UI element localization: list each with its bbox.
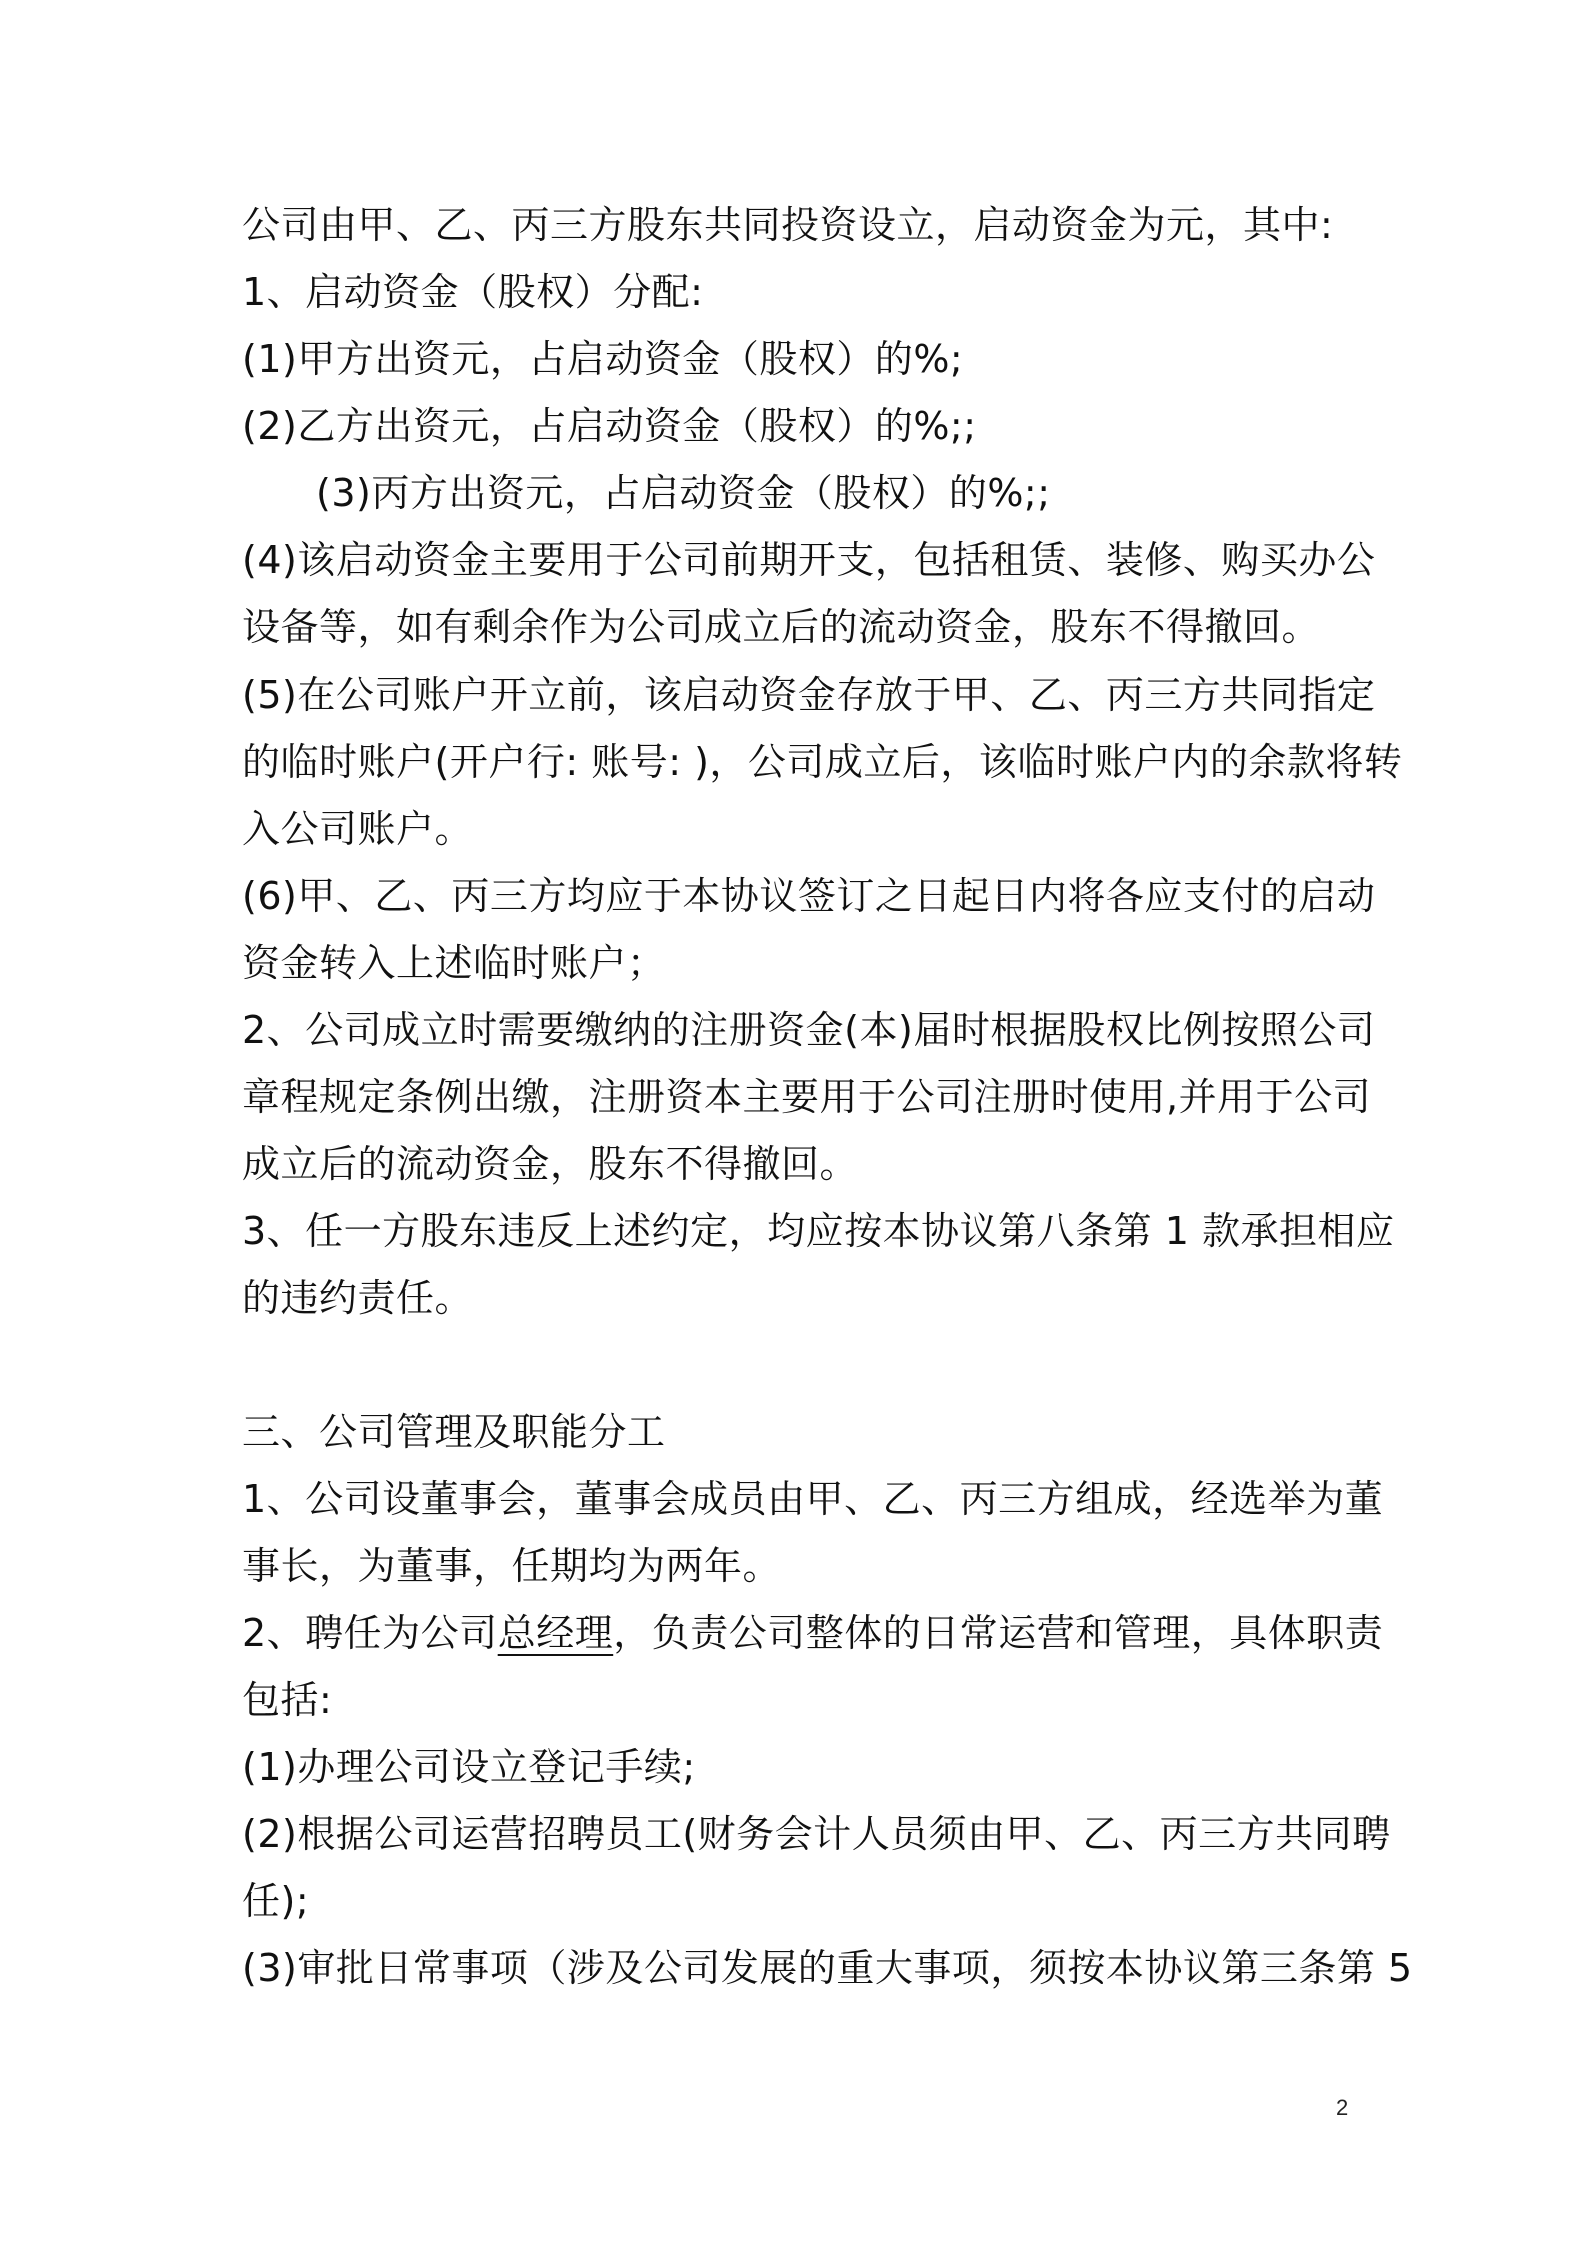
text-line: 1、公司设董事会，董事会成员由甲、乙、丙三方组成，经选举为董 <box>242 1477 1384 1521</box>
text-line: 包括: <box>242 1678 333 1722</box>
text-line: (3)丙方出资元，占启动资金（股权）的%;; <box>316 471 1051 515</box>
text-line: (3)审批日常事项（涉及公司发展的重大事项，须按本协议第三条第 5 <box>242 1946 1413 1990</box>
text-fragment: 2、聘任为公司 <box>242 1611 498 1655</box>
text-line: 的违约责任。 <box>242 1276 474 1320</box>
text-line: (2)乙方出资元，占启动资金（股权）的%;; <box>242 404 977 448</box>
text-line: 的临时账户(开户行: 账号: )，公司成立后，该临时账户内的余款将转 <box>242 740 1403 784</box>
text-line: (4)该启动资金主要用于公司前期开支，包括租赁、装修、购买办公 <box>242 538 1376 582</box>
page-number: 2 <box>1336 2095 1349 2120</box>
text-line: 设备等，如有剩余作为公司成立后的流动资金，股东不得撤回。 <box>242 605 1321 649</box>
text-line: 章程规定条例出缴，注册资本主要用于公司注册时使用,并用于公司 <box>242 1075 1372 1119</box>
text-line: 任); <box>242 1879 310 1923</box>
text-line <box>242 1608 1383 1658</box>
text-line: (2)根据公司运营招聘员工(财务会计人员须由甲、乙、丙三方共同聘 <box>242 1812 1391 1856</box>
text-line: 3、任一方股东违反上述约定，均应按本协议第八条第 1 款承担相应 <box>242 1209 1395 1253</box>
text-line: 2、公司成立时需要缴纳的注册资金(本)届时根据股权比例按照公司 <box>242 1008 1376 1052</box>
text-line: 事长，为董事，任期均为两年。 <box>242 1544 782 1588</box>
text-line: 入公司账户。 <box>242 807 474 851</box>
section-heading: 三、公司管理及职能分工 <box>242 1410 666 1454</box>
text-line: (5)在公司账户开立前，该启动资金存放于甲、乙、丙三方共同指定 <box>242 673 1376 717</box>
text-line: 公司由甲、乙、丙三方股东共同投资设立，启动资金为元，其中: <box>242 203 1334 247</box>
text-line: 成立后的流动资金，股东不得撤回。 <box>242 1142 859 1186</box>
text-line: (6)甲、乙、丙三方均应于本协议签订之日起日内将各应支付的启动 <box>242 874 1376 918</box>
text-fragment: ，负责公司整体的日常运营和管理，具体职责 <box>613 1611 1384 1655</box>
text-line: (1)甲方出资元，占启动资金（股权）的%; <box>242 337 964 381</box>
text-line: 1、启动资金（股权）分配: <box>242 270 704 314</box>
text-line: (1)办理公司设立登记手续; <box>242 1745 696 1789</box>
text-line: 资金转入上述临时账户； <box>242 941 666 985</box>
underlined-text: 总经理 <box>497 1611 614 1655</box>
